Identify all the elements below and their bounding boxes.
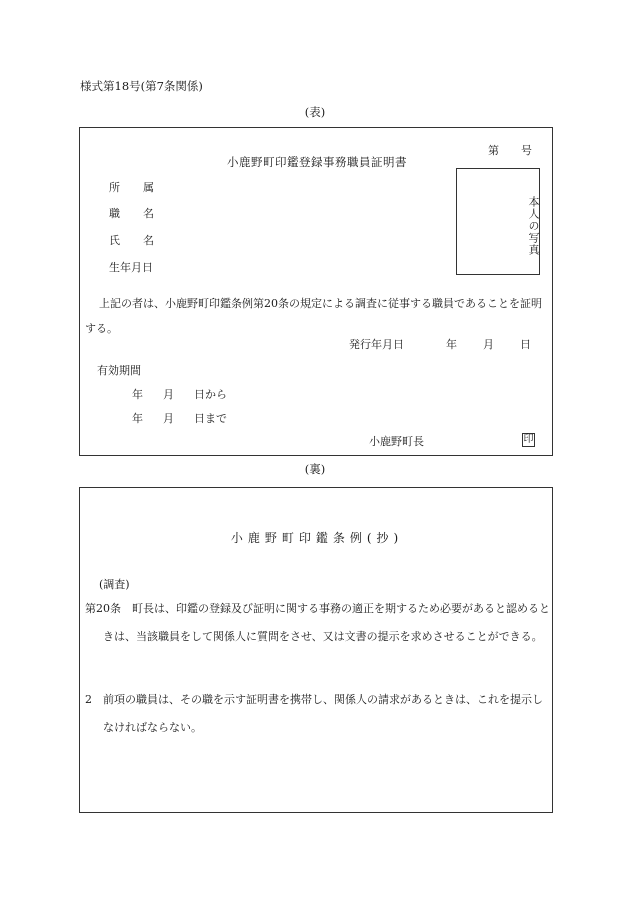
- front-side-label: (表): [304, 105, 326, 119]
- issue-date-label: 発行年月日: [349, 338, 404, 351]
- issue-number-go: 号: [521, 144, 532, 157]
- photo-placeholder: [456, 168, 540, 275]
- ordinance-title: 小鹿野町印鑑条例(抄): [230, 531, 404, 545]
- issue-date-day: 日: [520, 338, 531, 351]
- field-birthdate: 生年月日: [109, 261, 153, 274]
- form-number: 様式第18号(第7条関係): [80, 79, 203, 93]
- section-heading: (調査): [99, 578, 130, 591]
- issue-date: [349, 339, 531, 350]
- field-position: 職名: [109, 207, 177, 220]
- validity-label: 有効期間: [97, 364, 141, 377]
- article-20: 第20条 町長は、印鑑の登録及び証明に関する事務の適正を期するため必要があると認めるときは、当該職員をして関係人に質問をさせ、又は文書の提示を求めさせることができる。: [85, 602, 550, 643]
- issue-date-month: 月: [483, 338, 494, 351]
- certificate-back: [79, 487, 553, 813]
- certificate-front: [79, 127, 553, 456]
- issue-date-year: 年: [446, 338, 457, 351]
- certification-statement: 上記の者は、小鹿野町印鑑条例第20条の規定による調査に従事する職員であることを証明する。: [85, 297, 542, 335]
- validity-to: 年 月 日まで: [132, 412, 227, 425]
- article-20-paragraph-2: 2 前項の職員は、その職を示す証明書を携帯し、関係人の請求があるときは、これを提示しなければならない。: [85, 693, 543, 734]
- issue-number-dai: 第: [488, 144, 499, 157]
- field-name: 氏名: [109, 234, 177, 247]
- issue-number: [488, 145, 532, 156]
- validity-from: 年 月 日から: [132, 388, 227, 401]
- signer: 小鹿野町長: [369, 435, 424, 448]
- certificate-title: 小鹿野町印鑑登録事務職員証明書: [227, 155, 407, 169]
- photo-label: 本人の写真: [527, 196, 540, 256]
- seal-mark: 印: [523, 434, 534, 445]
- field-affiliation: 所属: [109, 181, 177, 194]
- back-side-label: (裏): [304, 462, 326, 476]
